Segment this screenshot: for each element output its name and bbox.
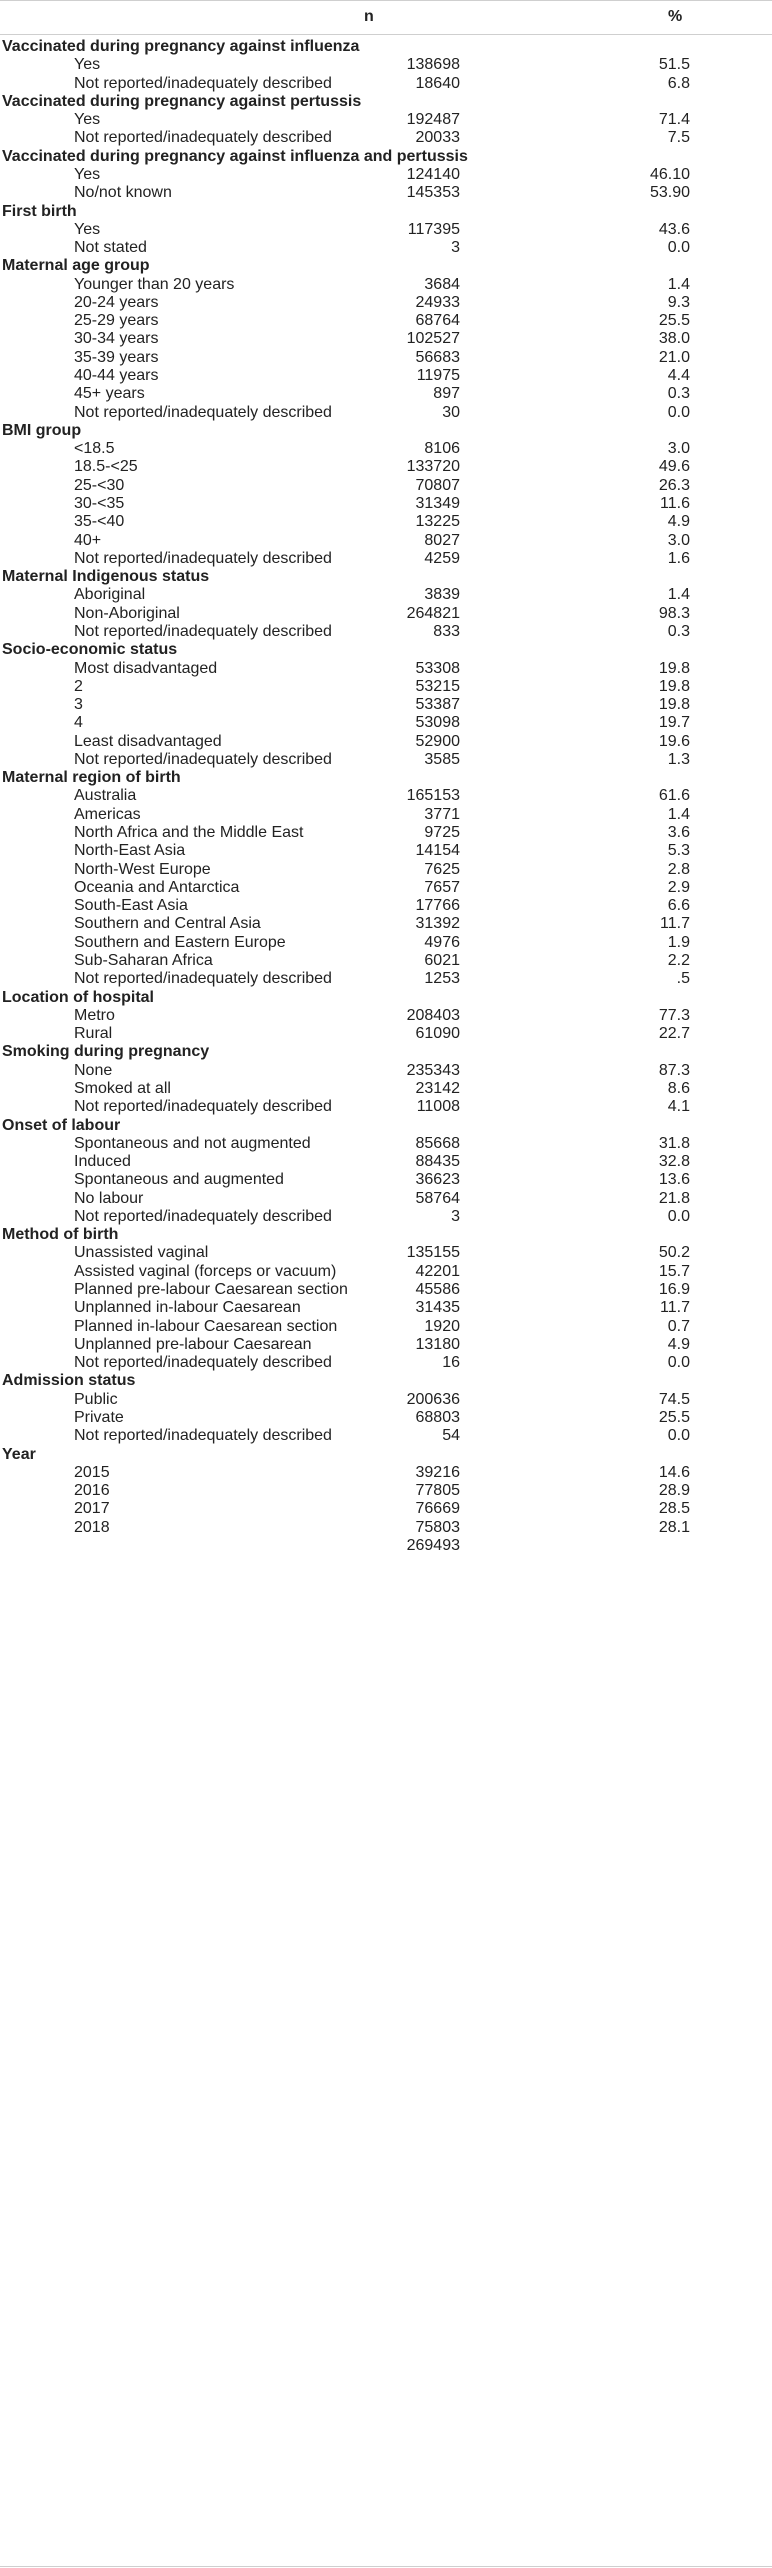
row-label: Yes [74,220,101,238]
row-percent: 71.4 [658,111,690,129]
row-percent: 1.4 [667,275,690,293]
row-percent: 1.4 [667,805,690,823]
row-label: Planned pre-labour Caesarean section [74,1281,348,1299]
row-percent: 31.8 [658,1134,690,1152]
row-label: Southern and Central Asia [74,915,261,933]
row-label: Not reported/inadequately described [74,403,332,421]
row-count: 39216 [415,1463,460,1481]
row-percent: 28.5 [658,1500,690,1518]
row-percent: 3.0 [667,440,690,458]
row-count: 133720 [406,458,460,476]
row-count: 897 [433,385,460,403]
row-count: 45586 [415,1281,460,1299]
section-title: Onset of labour [2,1116,121,1134]
row-label: Not reported/inadequately described [74,1098,332,1116]
row-count: 68764 [415,312,460,330]
row-percent: 5.3 [667,842,690,860]
row-label: 40-44 years [74,367,159,385]
row-count: 4976 [424,933,460,951]
table-bottom-rule [0,2566,772,2567]
row-percent: 7.5 [667,129,690,147]
row-count: 235343 [406,1061,460,1079]
row-count: 31349 [415,495,460,512]
row-percent: 25.5 [658,1409,690,1426]
row-percent: 0.7 [667,1317,690,1335]
row-label: Induced [74,1153,131,1171]
row-label: Unplanned pre-labour Caesarean [74,1335,312,1353]
row-count: 52900 [415,732,460,750]
row-percent: 13.6 [658,1171,690,1189]
row-percent: 19.8 [658,696,690,714]
row-label: Not reported/inadequately described [74,74,332,92]
row-label: Australia [74,787,137,805]
row-label: South-East Asia [74,897,188,915]
row-label: Unplanned in-labour Caesarean [74,1299,301,1317]
row-count: 31392 [415,915,460,933]
row-count: 264821 [406,604,460,622]
row-percent: 15.7 [658,1262,690,1280]
row-count: 165153 [406,787,460,805]
row-count: 3 [451,239,460,257]
row-percent: 2.9 [667,878,690,896]
row-count: 208403 [406,1006,460,1024]
row-count: 7625 [424,860,460,878]
row-label: Not reported/inadequately described [74,970,332,988]
row-count: 102527 [406,330,460,348]
row-count: 53308 [415,659,460,677]
row-count: 4259 [424,549,460,567]
row-label: Sub-Saharan Africa [74,952,213,969]
row-count: 23142 [415,1079,460,1097]
header-bottom-rule [0,34,772,35]
row-count: 61090 [415,1025,460,1043]
row-percent: 11.6 [660,495,690,512]
row-label: 18.5-<25 [74,458,138,476]
row-label: Spontaneous and augmented [74,1171,284,1189]
column-header-n: n [364,8,374,25]
row-percent: 77.3 [658,1006,690,1024]
row-count: 3771 [424,805,460,823]
row-count: 76669 [415,1500,460,1518]
row-percent: 22.7 [658,1025,690,1043]
section-title: Admission status [2,1372,136,1390]
row-percent: 11.7 [660,915,690,933]
row-label: Yes [74,165,101,183]
row-percent: 25.5 [658,312,690,330]
row-label: Planned in-labour Caesarean section [74,1317,338,1335]
row-percent: 43.6 [658,220,690,238]
row-percent: 1.9 [667,933,690,951]
section-title: Maternal region of birth [2,769,181,787]
row-count: 24933 [415,293,460,311]
row-label: Younger than 20 years [74,275,235,293]
row-count: 269493 [406,1536,460,1554]
row-label: 2016 [74,1482,110,1500]
row-percent: 0.0 [667,1354,690,1372]
row-count: 3 [451,1207,460,1225]
row-count: 16 [442,1354,460,1372]
row-percent: 0.0 [667,1427,690,1445]
section-title: Smoking during pregnancy [2,1043,210,1061]
row-count: 3839 [424,586,460,604]
row-label: 30-34 years [74,330,159,348]
section-title: Maternal Indigenous status [2,568,210,586]
row-percent: 4.9 [667,1335,690,1353]
section-title: BMI group [2,421,82,439]
row-percent: 19.7 [658,714,690,732]
row-percent: 8.6 [667,1079,690,1097]
row-label: 25-<30 [74,476,125,494]
row-percent: 0.0 [667,403,690,421]
row-percent: 6.8 [667,74,690,92]
row-percent: 0.0 [667,1207,690,1225]
row-label: 25-29 years [74,312,159,330]
row-label: Rural [74,1025,113,1043]
row-count: 56683 [415,348,460,366]
row-label: Southern and Eastern Europe [74,933,286,951]
row-label: 35-<40 [74,513,125,531]
table-top-rule [0,0,772,1]
section-title: Vaccinated during pregnancy against influenza and pertussis [2,147,468,165]
row-count: 85668 [415,1134,460,1152]
row-count: 8106 [424,440,460,458]
row-percent: 19.6 [658,732,690,750]
row-count: 75803 [415,1518,460,1536]
row-percent: 26.3 [658,476,690,494]
row-count: 68803 [415,1409,460,1426]
section-title: Method of birth [2,1226,119,1244]
row-count: 200636 [406,1390,460,1408]
row-label: Spontaneous and not augmented [74,1134,311,1152]
row-label: None [74,1061,113,1079]
row-percent: 4.9 [667,513,690,531]
row-count: 30 [442,403,460,421]
row-count: 3684 [424,275,460,293]
section-title: First birth [2,202,77,220]
row-count: 9725 [424,824,460,842]
row-count: 70807 [415,476,460,494]
row-percent: 49.6 [658,458,690,476]
row-percent: 1.3 [667,750,690,768]
row-label: Aboriginal [74,586,146,604]
row-label: Private [74,1409,124,1426]
row-percent: 53.90 [649,184,690,202]
row-percent: 3.0 [667,531,690,549]
row-label: 2018 [74,1518,110,1536]
row-count: 124140 [406,165,460,183]
row-label: North-West Europe [74,860,211,878]
row-count: 58764 [415,1189,460,1207]
row-percent: 9.3 [667,293,690,311]
row-percent: 32.8 [658,1153,690,1171]
row-percent: 61.6 [658,787,690,805]
row-label: Yes [74,111,101,129]
row-percent: 16.9 [658,1281,690,1299]
row-count: 53387 [415,696,460,714]
row-count: 833 [433,622,460,640]
section-title: Maternal age group [2,257,150,275]
row-count: 145353 [406,184,460,202]
row-percent: 51.5 [658,56,690,74]
row-percent: 2.8 [667,860,690,878]
row-label: Not stated [74,239,147,257]
row-count: 117395 [407,220,460,238]
row-count: 7657 [424,878,460,896]
row-percent: 21.8 [658,1189,690,1207]
row-count: 11008 [416,1098,460,1116]
row-label: Assisted vaginal (forceps or vacuum) [74,1262,337,1280]
row-percent: 28.1 [658,1518,690,1536]
row-label: 2 [74,677,83,695]
row-percent: 98.3 [658,604,690,622]
row-count: 36623 [415,1171,460,1189]
row-percent: 1.6 [667,549,690,567]
row-label: 35-39 years [74,348,159,366]
row-count: 20033 [415,129,460,147]
column-header-percent: % [668,8,683,25]
row-label: Smoked at all [74,1079,171,1097]
row-label: 2015 [74,1463,110,1481]
row-percent: 6.6 [667,897,690,915]
row-percent: 0.3 [667,622,690,640]
section-title: Location of hospital [2,988,154,1006]
row-count: 13225 [415,513,460,531]
row-count: 42201 [415,1262,460,1280]
row-count: 54 [442,1427,460,1445]
row-percent: 19.8 [658,677,690,695]
row-label: 2017 [74,1500,110,1518]
row-percent: 4.1 [667,1098,690,1116]
section-title: Vaccinated during pregnancy against pertussis [2,92,362,110]
row-label: Not reported/inadequately described [74,549,332,567]
row-count: 14154 [415,842,460,860]
row-percent: 14.6 [658,1463,690,1481]
row-label: 45+ years [74,385,145,403]
row-percent: 0.0 [667,239,690,257]
row-label: Metro [74,1006,115,1024]
row-label: Not reported/inadequately described [74,750,332,768]
row-count: 53215 [415,677,460,695]
row-percent: 87.3 [658,1061,690,1079]
row-count: 192487 [406,111,460,129]
row-label: No/not known [74,184,172,202]
row-label: Least disadvantaged [74,732,222,750]
row-label: Public [74,1390,118,1408]
section-title: Year [2,1445,36,1463]
row-count: 31435 [415,1299,460,1317]
row-percent: 74.5 [658,1390,690,1408]
row-label: Not reported/inadequately described [74,129,332,147]
row-count: 6021 [424,952,460,969]
row-count: 11975 [416,367,460,385]
row-label: North-East Asia [74,842,186,860]
row-label: Most disadvantaged [74,659,218,677]
row-label: 3 [74,696,83,714]
section-title: Socio-economic status [2,641,178,659]
row-count: 17766 [415,897,460,915]
row-percent: 21.0 [658,348,690,366]
row-percent: 28.9 [658,1482,690,1500]
row-label: Non-Aboriginal [74,604,180,622]
row-count: 1253 [424,970,460,988]
row-count: 3585 [424,750,460,768]
row-count: 77805 [415,1482,460,1500]
row-percent: .5 [676,970,690,988]
row-count: 8027 [424,531,460,549]
row-percent: 3.6 [667,824,690,842]
row-percent: 46.10 [649,165,690,183]
row-label: Not reported/inadequately described [74,1427,332,1445]
row-count: 53098 [415,714,460,732]
row-count: 135155 [406,1244,460,1262]
row-count: 13180 [415,1335,460,1353]
row-count: 18640 [415,74,460,92]
row-label: Americas [74,805,141,823]
row-label: 4 [74,714,83,732]
row-label: 30-<35 [74,495,125,512]
section-title: Vaccinated during pregnancy against influenza [2,38,360,55]
row-percent: 19.8 [658,659,690,677]
row-percent: 4.4 [667,367,690,385]
row-label: Not reported/inadequately described [74,622,332,640]
row-label: Not reported/inadequately described [74,1207,332,1225]
row-count: 88435 [415,1153,460,1171]
row-label: 40+ [74,531,102,549]
row-percent: 1.4 [667,586,690,604]
row-count: 1920 [424,1317,460,1335]
row-label: Yes [74,56,101,74]
row-percent: 11.7 [660,1299,690,1317]
row-label: Not reported/inadequately described [74,1354,332,1372]
row-label: No labour [74,1189,144,1207]
row-percent: 0.3 [667,385,690,403]
row-count: 138698 [406,56,460,74]
row-label: Oceania and Antarctica [74,878,240,896]
row-label: Unassisted vaginal [74,1244,209,1262]
row-label: <18.5 [74,440,115,458]
row-percent: 38.0 [658,330,690,348]
row-label: North Africa and the Middle East [74,824,304,842]
row-percent: 2.2 [667,952,690,969]
row-label: 20-24 years [74,293,159,311]
row-percent: 50.2 [658,1244,690,1262]
